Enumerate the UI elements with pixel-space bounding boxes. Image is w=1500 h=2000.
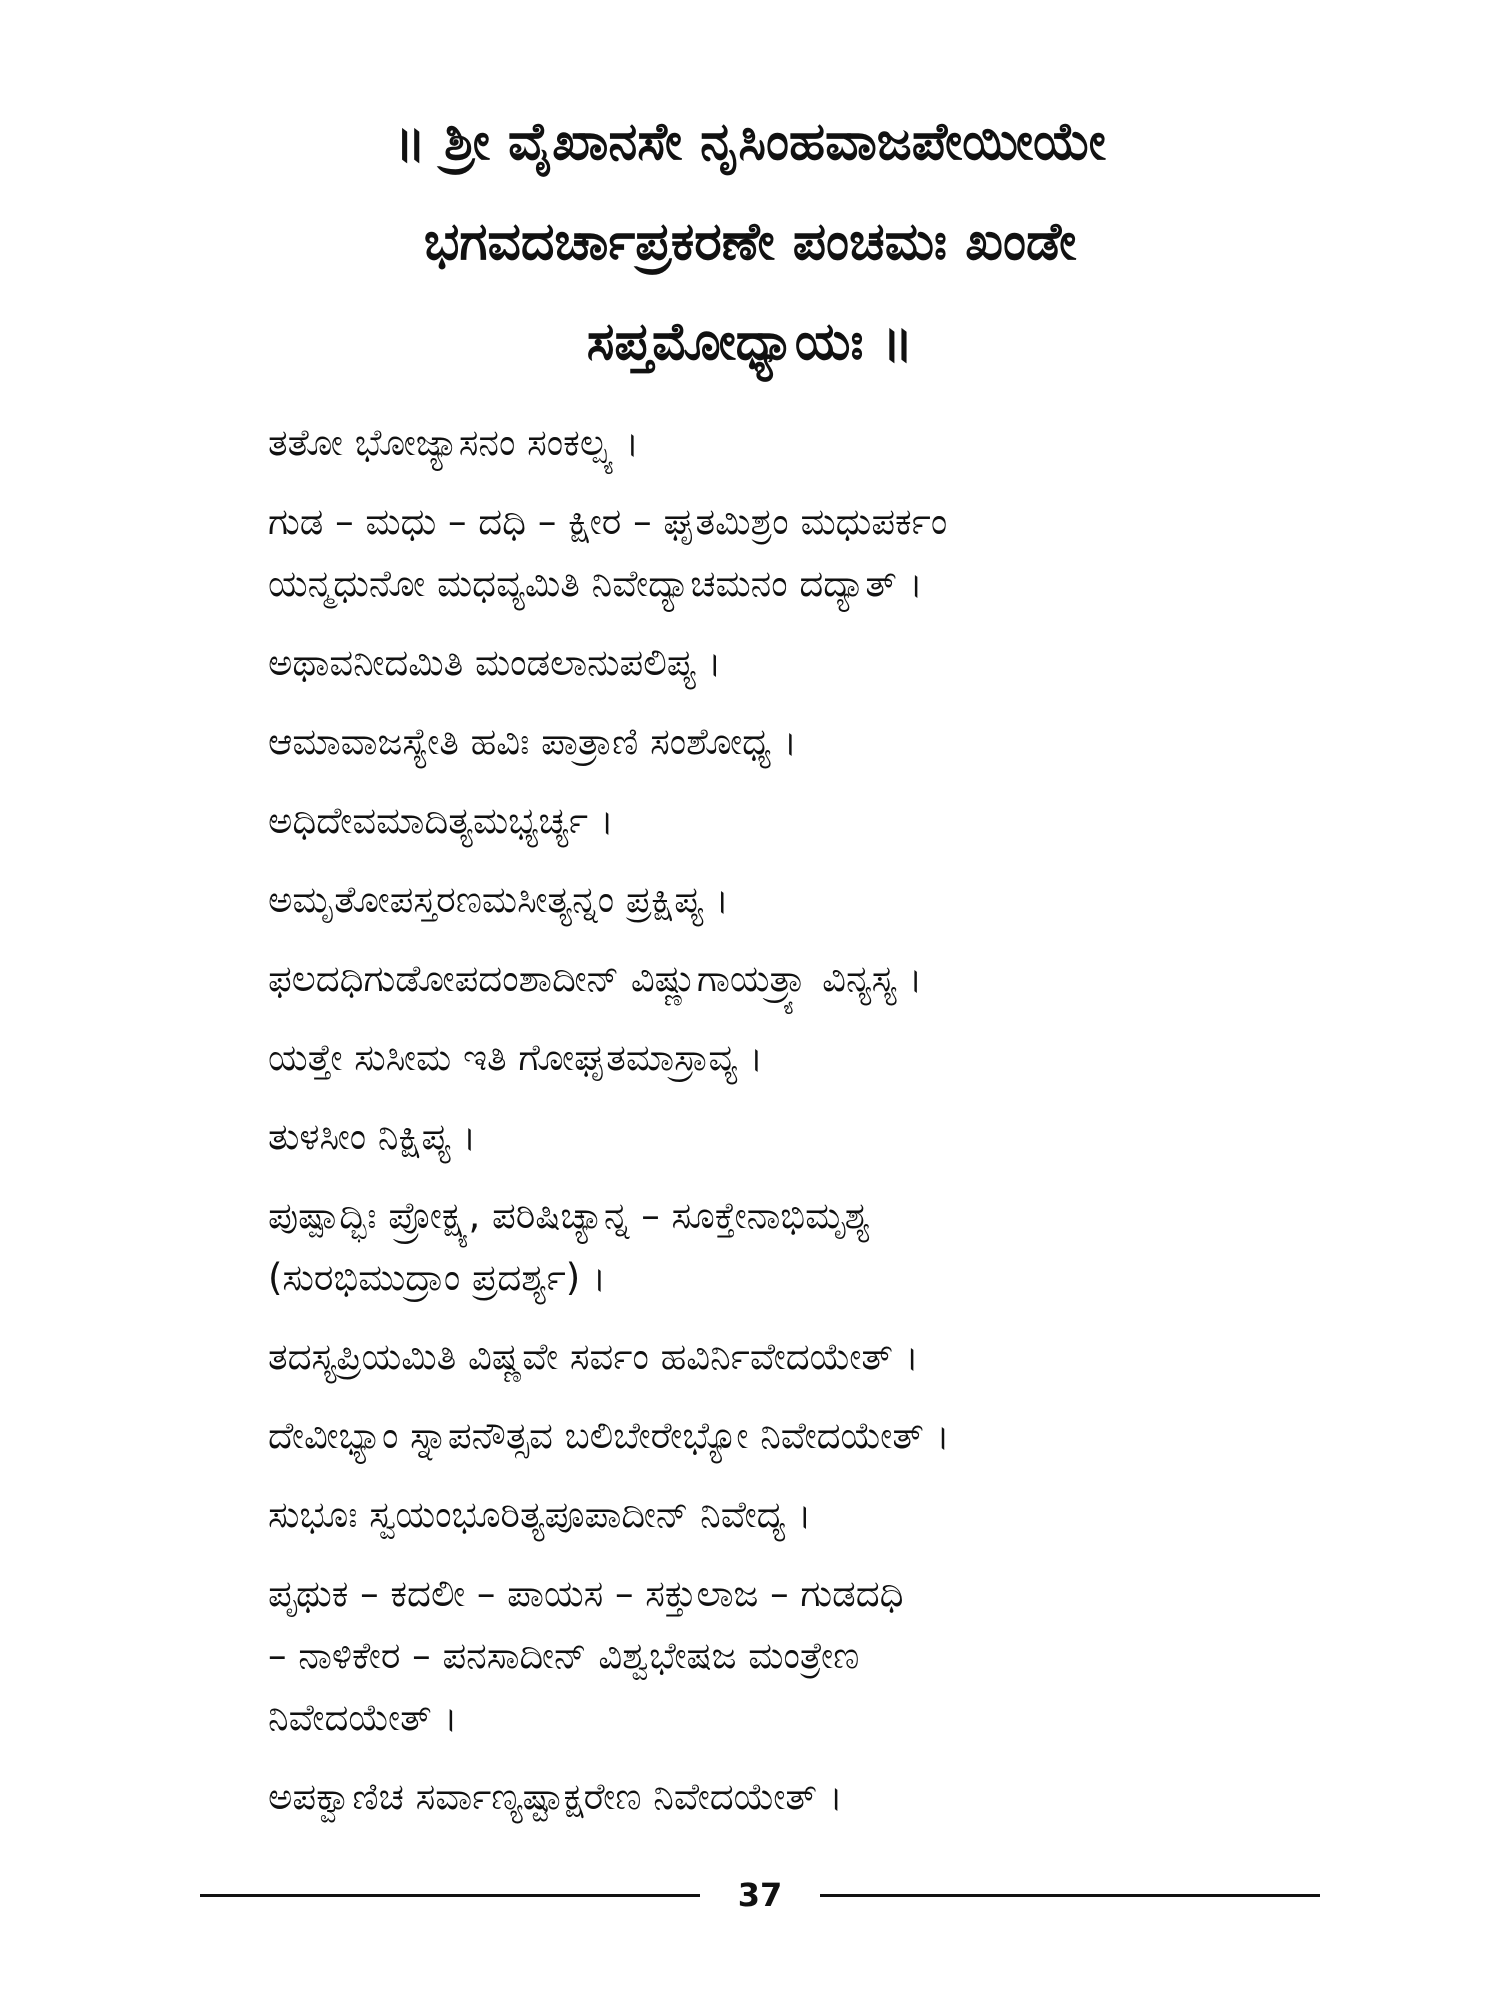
verse [268,1563,1368,1749]
heading-line: ಸಪ್ತಮೋಧ್ಯಾಯಃ ॥ [586,312,914,372]
footer-rule-right [820,1894,1320,1897]
heading-line: ಭಗವದರ್ಚಾಪ್ರಕರಣೇ ಪಂಚಮಃ ಖಂಡೇ [423,212,1077,272]
verse [268,491,1368,615]
verse-line: ಪೃಥುಕ – ಕದಲೀ – ಪಾಯಸ – ಸಕ್ತುಲಾಜ – ಗುಡದಧಿ [268,1572,904,1615]
verse [268,869,1368,931]
verse-line: (ಸುರಭಿಮುದ್ರಾಂ ಪ್ರದರ್ಶ್ಯ) । [268,1256,607,1299]
verse-line: ಗುಡ – ಮಧು – ದಧಿ – ಕ್ಷೀರ – ಘೃತಮಿಶ್ರಂ ಮಧುಪರ್ಕಂ [268,500,948,543]
verse [268,412,1368,474]
verse-line: ಆಮಾವಾಜಸ್ಯೇತಿ ಹವಿಃ ಪಾತ್ರಾಣಿ ಸಂಶೋಧ್ಯ । [268,720,798,763]
verse-line: ಪುಷ್ಪಾದ್ಭಿಃ ಪ್ರೋಕ್ಷ್ಯ, ಪರಿಷಿಚ್ಯಾನ್ನ – ಸೂಕ್ತೇನಾಭಿಮೃಶ್ಯ [268,1194,871,1237]
verse-line: ಫಲದಧಿಗುಡೋಪದಂಶಾದೀನ್ ವಿಷ್ಣುಗಾಯತ್ರ್ಯಾ ವಿನ್ಯಸ್ಯ । [268,957,923,1000]
verse-line: ತುಳಸೀಂ ನಿಕ್ಷಿಪ್ಯ । [268,1115,477,1158]
verse [268,632,1368,694]
verse [268,1484,1368,1546]
page-number: 37 [737,1876,783,1914]
verse [268,1326,1368,1388]
verse-list [268,412,1368,1845]
verse-line: ಅಥಾವನೀದಮಿತಿ ಮಂಡಲಾನುಪಲಿಪ್ಯ । [268,641,722,684]
verse [268,1766,1368,1828]
verse-line: ಯತ್ತೇ ಸುಸೀಮ ಇತಿ ಗೋಘೃತಮಾಸ್ರಾವ್ಯ । [268,1036,764,1079]
verse-line: ದೇವೀಭ್ಯಾಂ ಸ್ನಾಪನೌತ್ಸವ ಬಲಿಬೇರೇಭ್ಯೋ ನಿವೇದಯೇತ್ । [268,1414,950,1457]
verse [268,948,1368,1010]
chapter-heading [150,92,1350,392]
page-footer [200,1870,1320,1920]
footer-rule-left [200,1894,700,1897]
verse-line: ತತೋ ಭೋಜ್ಯಾಸನಂ ಸಂಕಲ್ಪ್ಯ । [268,421,640,464]
heading-line: ॥ ಶ್ರೀ ವೈಖಾನಸೇ ನೃಸಿಂಹವಾಜಪೇಯೀಯೇ [394,112,1106,172]
verse-line: ನಿವೇದಯೇತ್ । [268,1696,458,1739]
verse-line: ಸುಭೂಃ ಸ್ವಯಂಭೂರಿತ್ಯಪೂಪಾದೀನ್ ನಿವೇದ್ಯ । [268,1493,812,1536]
verse-line: ಯನ್ಮಧುನೋ ಮಧವ್ಯಮಿತಿ ನಿವೇದ್ಯಾಚಮನಂ ದದ್ಯಾತ್ । [268,562,923,605]
verse-line: ತದಸ್ಯಪ್ರಿಯಮಿತಿ ವಿಷ್ಣವೇ ಸರ್ವಂ ಹವಿರ್ನಿವೇದಯೇತ್ । [268,1335,919,1378]
verse [268,1106,1368,1168]
verse [268,1027,1368,1089]
verse [268,790,1368,852]
verse-line: ಅಮೃತೋಪಸ್ತರಣಮಸೀತ್ಯನ್ನಂ ಪ್ರಕ್ಷಿಪ್ಯ । [268,878,729,921]
verse-line: ಅಪಕ್ವಾಣಿಚ ಸರ್ವಾಣ್ಯಷ್ಟಾಕ್ಷರೇಣ ನಿವೇದಯೇತ್ । [268,1775,843,1818]
verse-line: ಅಧಿದೇವಮಾದಿತ್ಯಮಭ್ಯರ್ಚ್ಯ । [268,799,614,842]
verse [268,711,1368,773]
verse [268,1185,1368,1309]
verse [268,1405,1368,1467]
verse-line: – ನಾಳಿಕೇರ – ಪನಸಾದೀನ್ ವಿಶ್ವಭೇಷಜ ಮಂತ್ರೇಣ [268,1634,860,1677]
